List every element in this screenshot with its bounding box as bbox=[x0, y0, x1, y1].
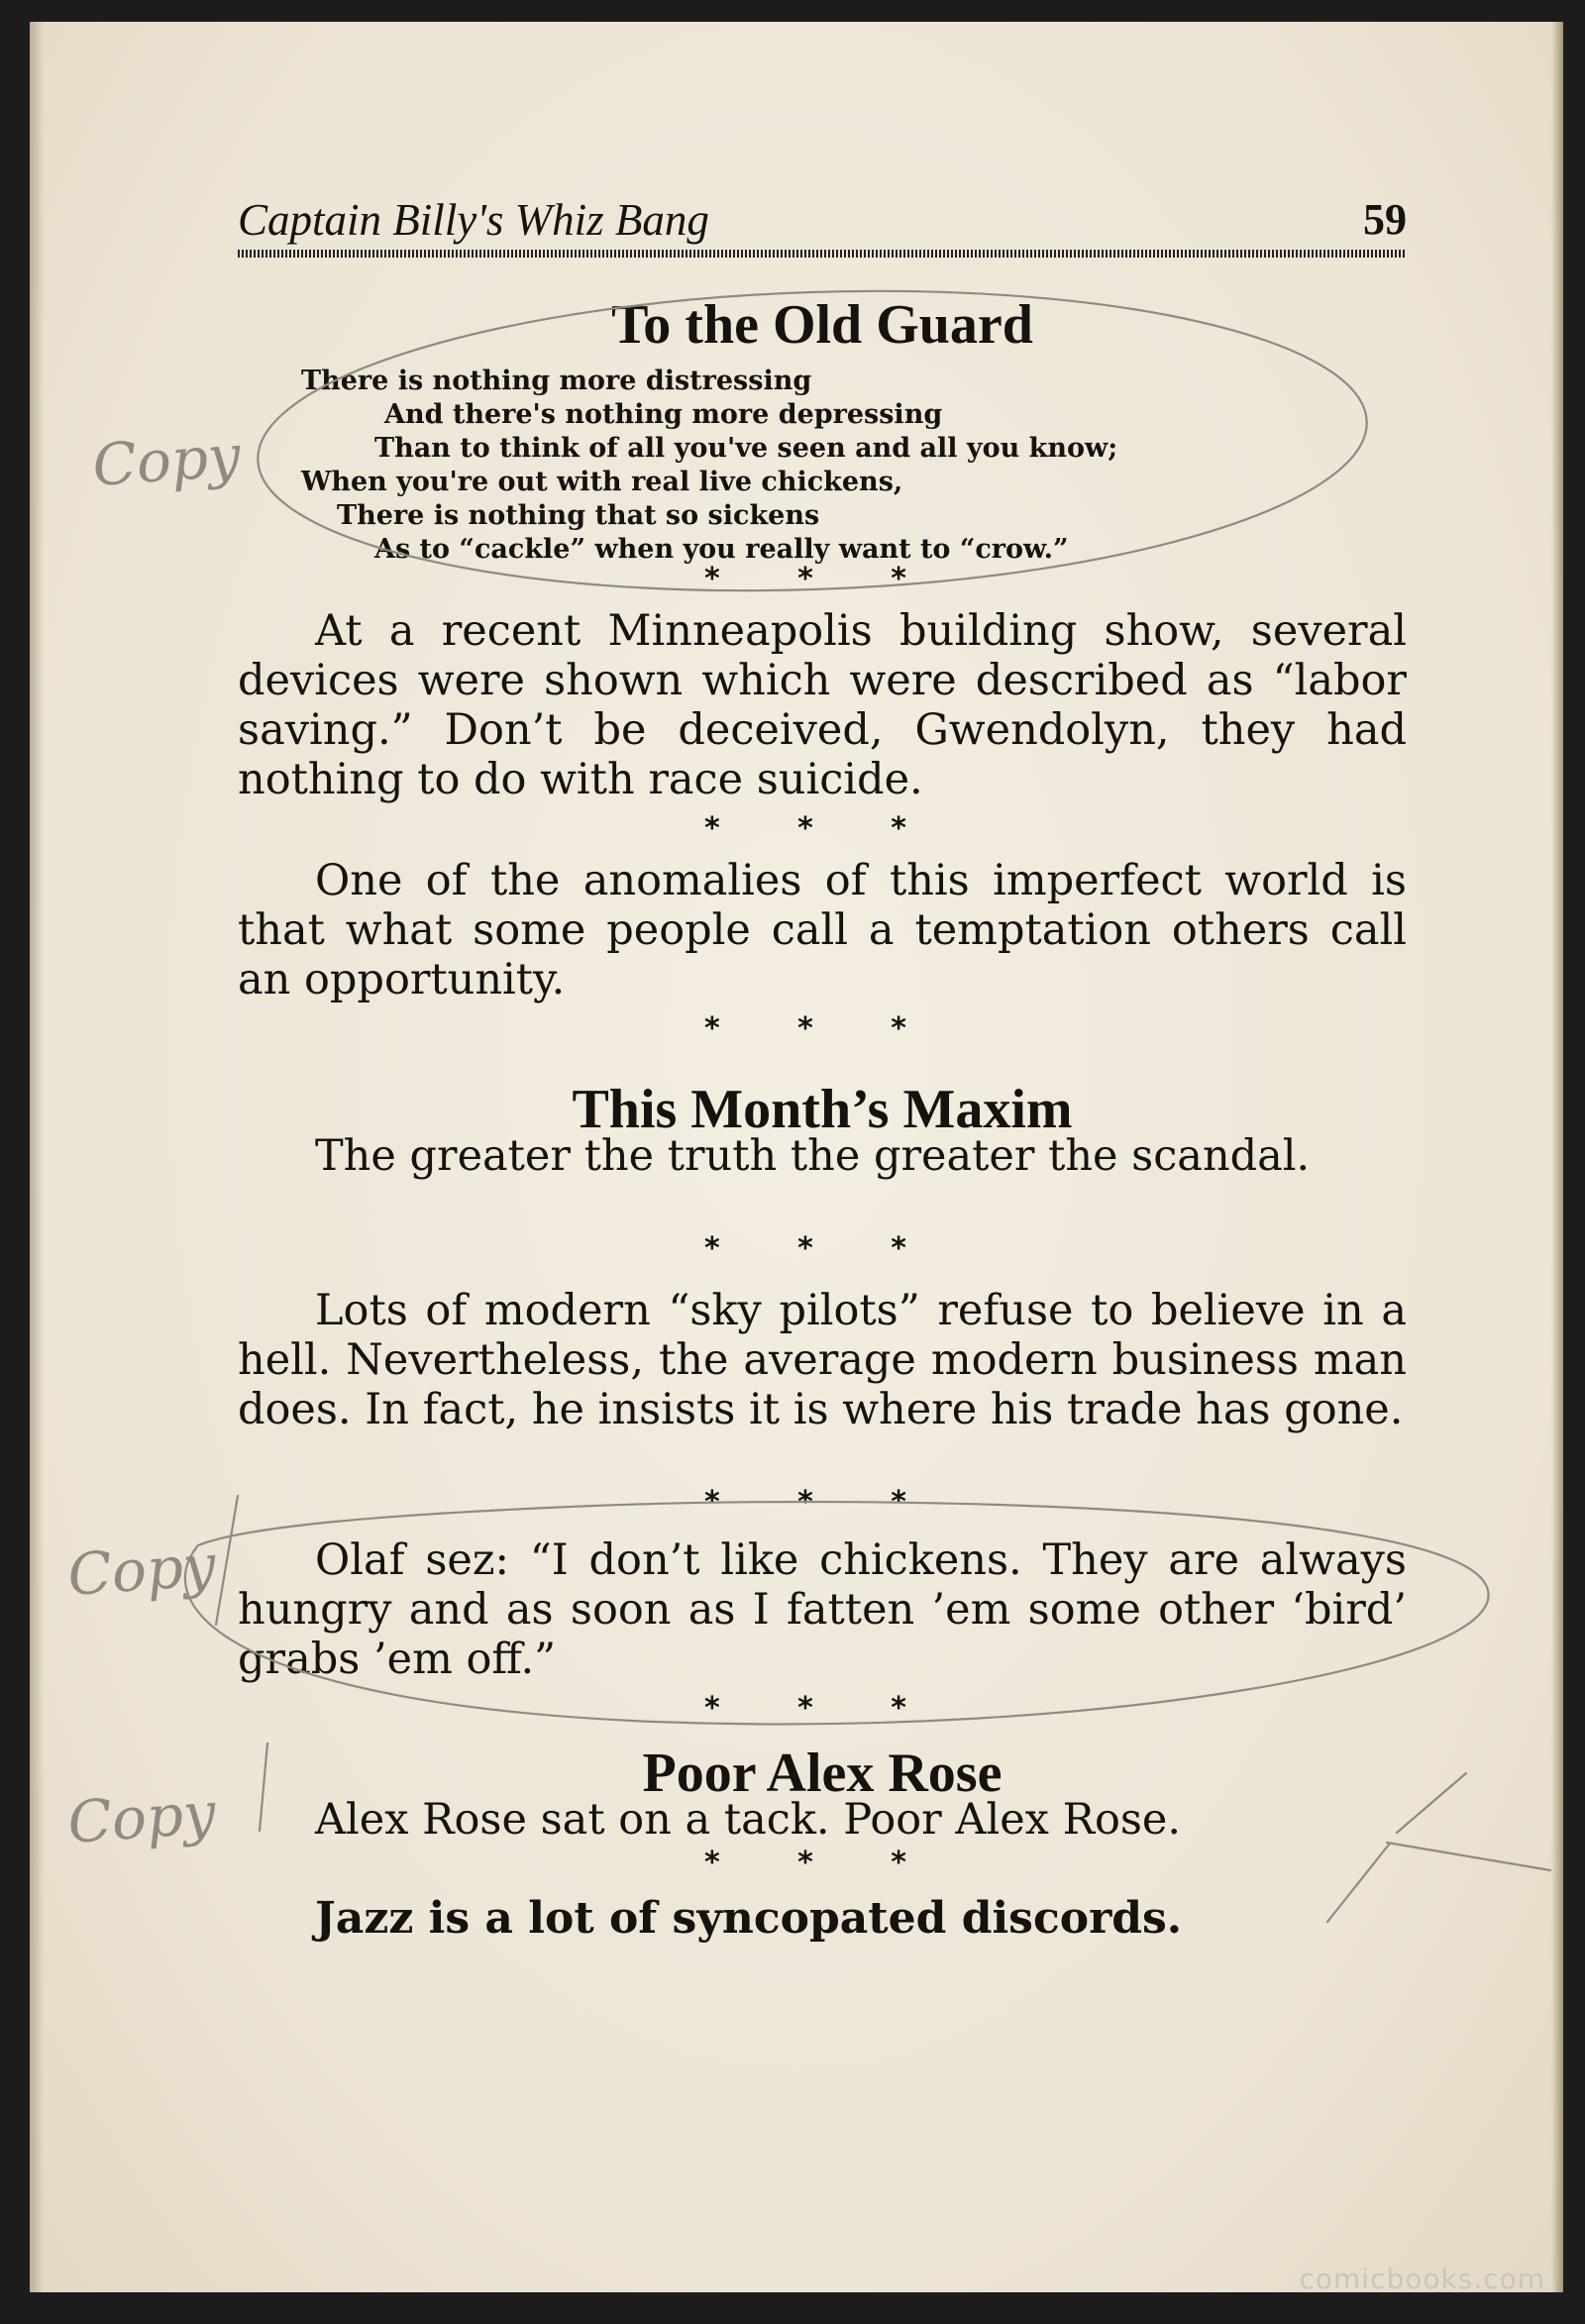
separator-stars: * * * bbox=[704, 1231, 940, 1266]
maxim-title: This Month’s Maxim bbox=[572, 1079, 1073, 1140]
paragraph-anomalies: One of the anomalies of this imperfect world is that what some people call a temptation others call an opportunity. bbox=[238, 856, 1407, 1004]
paragraph-alex-rose: Alex Rose sat on a tack. Poor Alex Rose. bbox=[315, 1795, 1182, 1845]
spine-shadow bbox=[30, 22, 44, 2292]
page-number: 59 bbox=[1363, 195, 1407, 244]
paragraph-jazz: Jazz is a lot of syncopated discords. bbox=[315, 1893, 1183, 1944]
paragraph-olaf: Olaf sez: “I don’t like chickens. They are always hungry and as soon as I fatten ’em some other ‘bird’ grabs ’em off.” bbox=[238, 1535, 1407, 1684]
paragraph-minneapolis: At a recent Minneapolis building show, several devices were shown which were described as “labor saving.” Don’t be deceived, Gwendolyn, they had nothing to do with race suicide. bbox=[238, 606, 1407, 804]
old-guard-title: To the Old Guard bbox=[611, 294, 1033, 356]
margin-note-copy: Copy bbox=[65, 1778, 218, 1856]
separator-stars: * * * bbox=[704, 1691, 940, 1726]
paragraph-sky-pilots: Lots of modern “sky pilots” refuse to believe in a hell. Nevertheless, the average modern business man does. In fact, he insists it is where his trade has gone. bbox=[238, 1286, 1407, 1434]
poem-line: Than to think of all you've seen and all you know; bbox=[374, 433, 1118, 464]
poem-line: And there's nothing more depressing bbox=[384, 399, 943, 430]
header-rule bbox=[238, 250, 1407, 258]
paragraph-maxim: The greater the truth the greater the scandal. bbox=[315, 1131, 1311, 1181]
separator-stars: * * * bbox=[704, 811, 940, 846]
running-head bbox=[238, 194, 1407, 254]
separator-stars: * * * bbox=[704, 1485, 940, 1520]
separator-stars: * * * bbox=[704, 562, 940, 596]
alex-rose-title: Poor Alex Rose bbox=[642, 1743, 1003, 1804]
poem-line: There is nothing more distressing bbox=[301, 366, 812, 396]
separator-stars: * * * bbox=[704, 1846, 940, 1880]
poem-line: There is nothing that so sickens bbox=[337, 500, 820, 531]
page-edge bbox=[1551, 22, 1563, 2292]
watermark: comicbooks.com bbox=[1299, 2263, 1545, 2295]
margin-note-copy: Copy bbox=[90, 421, 243, 499]
separator-stars: * * * bbox=[704, 1011, 940, 1046]
running-title: Captain Billy's Whiz Bang bbox=[238, 195, 709, 245]
poem-line: When you're out with real live chickens, bbox=[301, 467, 903, 497]
poem-line: As to “cackle” when you really want to “crow.” bbox=[374, 534, 1069, 565]
margin-note-copy: Copy bbox=[65, 1531, 218, 1609]
